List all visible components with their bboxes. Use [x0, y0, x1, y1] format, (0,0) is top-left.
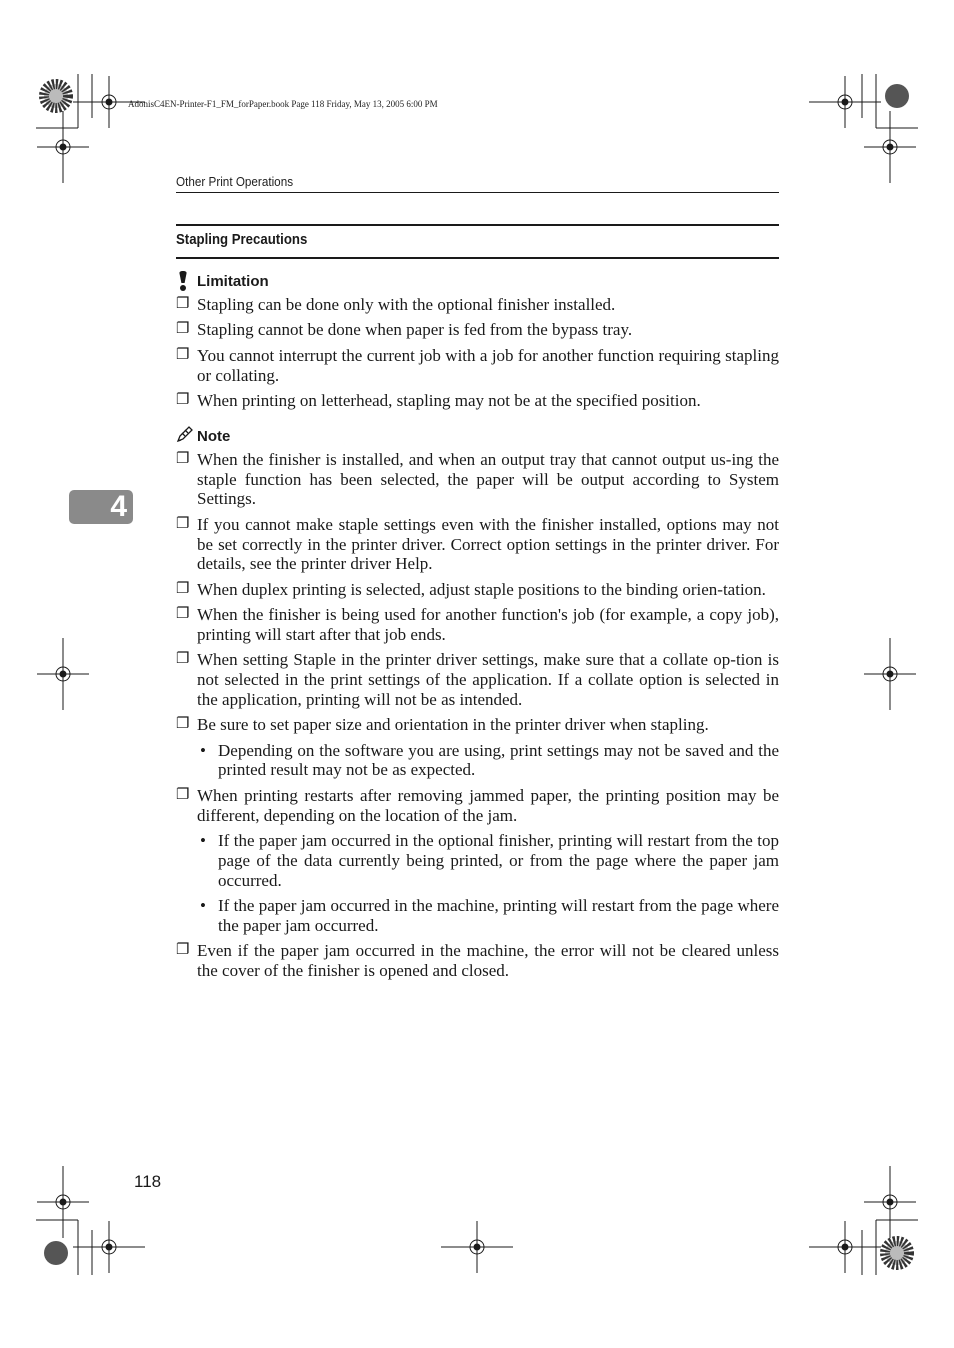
exclamation-icon — [176, 270, 196, 292]
note-item: ❐ Even if the paper jam occurred in the machine, the error will not be cleared unless the cover of the finisher is opened and closed. — [176, 941, 779, 981]
checkbox-icon: ❐ — [176, 391, 190, 408]
limitation-item: ❐ You cannot interrupt the current job with a job for another function requiring stapling or collating. — [176, 345, 779, 385]
section-top-rule — [176, 224, 779, 226]
printer-info-line: AdonisC4EN-Printer-F1_FM_forPaper.book Page 118 Friday, May 13, 2005 6:00 PM — [128, 99, 438, 109]
chapter-tab — [69, 490, 133, 524]
checkbox-icon: ❐ — [176, 651, 190, 668]
checkbox-icon: ❐ — [176, 786, 190, 803]
checkbox-icon: ❐ — [176, 450, 190, 467]
bullet-icon: • — [200, 831, 206, 851]
note-heading — [176, 425, 779, 447]
note-subitem: • If the paper jam occurred in the machine, printing will restart from the page where the paper jam occurred. — [200, 896, 779, 935]
note-item: ❐ When printing restarts after removing jammed paper, the printing position may be different, depending on the location of the jam. — [176, 785, 779, 825]
page-number: 118 — [134, 1172, 162, 1191]
note-subitem: • Depending on the software you are using, print settings may not be saved and the printed result may not be as expected. — [200, 740, 779, 780]
note-subitem: • If the paper jam occurred in the optional finisher, printing will restart from the top page of the data currently being printed, or from the page where the paper jam occurred. — [200, 831, 779, 890]
limitation-heading — [176, 270, 779, 292]
bullet-icon: • — [200, 896, 206, 916]
checkbox-icon: ❐ — [176, 716, 190, 733]
limitation-item: ❐ When printing on letterhead, stapling may not be at the specified position. — [176, 390, 701, 410]
note-heading-label: Note — [197, 427, 231, 445]
limitation-item: ❐ Stapling cannot be done when paper is fed from the bypass tray. — [176, 320, 633, 340]
section-bottom-rule — [176, 257, 779, 259]
header-rule — [176, 192, 779, 193]
main-content — [176, 270, 779, 986]
limitation-item: ❐ Stapling can be done only with the optional finisher installed. — [176, 295, 616, 314]
checkbox-icon: ❐ — [176, 580, 190, 597]
bullet-icon: • — [200, 740, 206, 760]
note-item: ❐ When the finisher is installed, and when an output tray that cannot output us-ing the staple function has been selected, the paper will be output according to System Settings. — [176, 449, 779, 509]
note-item: ❐ When duplex printing is selected, adjust staple positions to the binding orien-tation. — [176, 579, 766, 599]
limitation-heading-label: Limitation — [197, 273, 269, 291]
chapter-number: 4 — [110, 490, 127, 523]
running-header: Other Print Operations — [176, 174, 294, 189]
checkbox-icon: ❐ — [176, 321, 190, 338]
note-item: ❐ When the finisher is being used for another function's job (for example, a copy job), printing will start after that job ends. — [176, 605, 779, 644]
checkbox-icon: ❐ — [176, 346, 190, 363]
pencil-icon — [176, 425, 196, 447]
note-item: ❐ If you cannot make staple settings even with the finisher installed, options may not be set correctly in the printer driver. Correct option settings in the printer driver. For details, see the printer driver Help. — [176, 514, 779, 574]
checkbox-icon: ❐ — [176, 942, 190, 959]
note-item: ❐ Be sure to set paper size and orientation in the printer driver when stapling. — [176, 715, 709, 735]
checkbox-icon: ❐ — [176, 296, 190, 312]
section-title: Stapling Precautions — [176, 231, 308, 248]
checkbox-icon: ❐ — [176, 515, 190, 532]
note-item: ❐ When setting Staple in the printer driver settings, make sure that a collate op-tion is not selected in the print settings of the application. If a collate option is selected in the application, printing will not be as intended. — [176, 650, 779, 709]
checkbox-icon: ❐ — [176, 606, 190, 623]
